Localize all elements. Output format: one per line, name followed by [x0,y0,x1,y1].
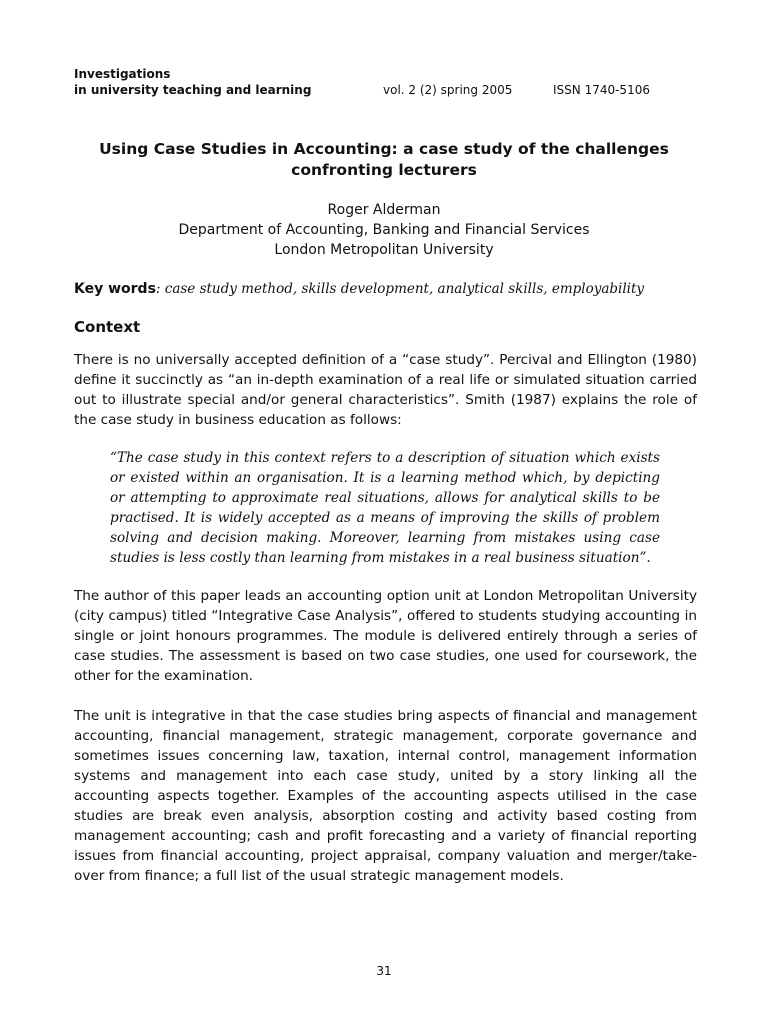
volume-info: vol. 2 (2) spring 2005 [383,83,513,97]
author-university: London Metropolitan University [274,242,494,258]
paragraph-1: There is no universally accepted definition of a “case study”. Percival and Ellington (1980) define it succinctly as “an in-depth examination of a real life or simulated situation carried out to illustrate special and/or general characteristics”. Smith (1987) explains the role of the case study in business education as follows: [74,352,697,428]
keywords-list: : case study method, skills development, analytical skills, employability [155,281,645,297]
author-block [74,200,694,260]
author-department: Department of Accounting, Banking and Financial Services [178,222,590,238]
article-title: Using Case Studies in Accounting: a case study of the challenges confronting lecturers [99,140,669,179]
author-name: Roger Alderman [327,202,441,218]
issn: ISSN 1740-5106 [553,83,650,97]
paragraph-3: The unit is integrative in that the case studies bring aspects of financial and management accounting, financial management, strategic management, corporate governance and sometimes issues concerning law, taxation, internal control, management information systems and management into each case study, united by a story linking all the accounting aspects together. Examples of the accounting aspects utilised in the case studies are break even analysis, absorption costing and activity based costing from management accounting; cash and profit forecasting and a variety of financial reporting issues from financial accounting, project appraisal, company valuation and merger/take-over from finance; a full list of the usual strategic management models. [74,708,697,884]
block-quote: “The case study in this context refers to a description of situation which exists or existed within an organisation. It is a learning method which, by depicting or attempting to approximate real situations, allows for analytical skills to be practised. It is widely accepted as a means of improving the skills of problem solving and decision making. Moreover, learning from mistakes using case studies is less costly than learning from mistakes in a real business situation”. [110,450,660,566]
page-number: 31 [376,964,392,978]
paragraph-2: The author of this paper leads an accounting option unit at London Metropolitan University (city campus) titled “Integrative Case Analysis”, offered to students studying accounting in single or joint honours programmes. The module is delivered entirely through a series of case studies. The assessment is based on two case studies, one used for coursework, the other for the examination. [74,588,697,684]
journal-name-line1: Investigations [74,67,171,81]
keywords-label: Key words [74,281,156,297]
journal-name-line2: in university teaching and learning [74,83,312,97]
journal-header [74,66,694,98]
section-heading: Context [74,318,141,336]
keywords [74,279,694,299]
